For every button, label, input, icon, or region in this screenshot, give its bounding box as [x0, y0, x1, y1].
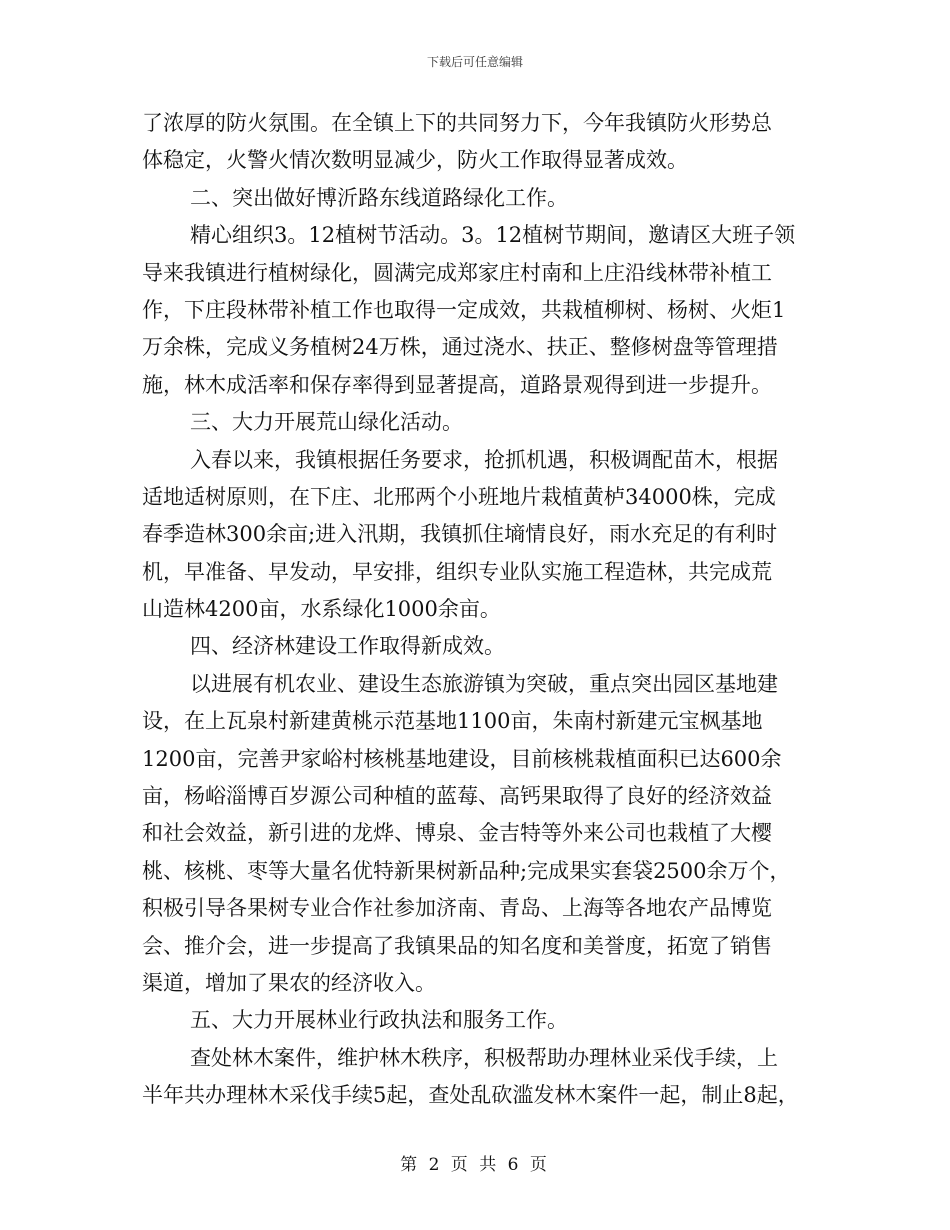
- text-line: 三、大力开展荒山绿化活动。: [190, 410, 463, 435]
- text-line: 1200亩，完善尹家峪村核桃基地建设，目前核桃栽植面积已达600余: [142, 746, 782, 771]
- text-line: 春季造林300余亩;进入汛期，我镇抓住墒情良好，雨水充足的有利时: [142, 522, 778, 547]
- text-line: 渠道，增加了果农的经济收入。: [142, 970, 436, 995]
- text-line: 半年共办理林木采伐手续5起，查处乱砍滥发林木案件一起，制止8起，: [142, 1083, 799, 1108]
- text-line: 查处林木案件，维护林木秩序，积极帮助办理林业采伐手续，上: [190, 1045, 778, 1070]
- text-line: 五、大力开展林业行政执法和服务工作。: [190, 1008, 568, 1033]
- text-line: 和社会效益，新引进的龙烨、博泉、金吉特等外来公司也栽植了大樱: [142, 821, 772, 846]
- text-line: 二、突出做好博沂路东线道路绿化工作。: [190, 185, 568, 210]
- document-body: [142, 105, 832, 1115]
- text-line: 作，下庄段林带补植工作也取得一定成效，共栽植柳树、杨树、火炬1: [142, 297, 786, 322]
- text-line: 四、经济林建设工作取得新成效。: [190, 634, 505, 659]
- text-line: 积极引导各果树专业合作社参加济南、青岛、上海等各地农产品博览: [142, 896, 772, 921]
- text-line: 机，早准备、早发动，早安排，组织专业队实施工程造林，共完成荒: [142, 559, 772, 584]
- text-line: 适地适树原则，在下庄、北邢两个小班地片栽植黄栌34000株，完成: [142, 484, 776, 509]
- text-line: 施，林木成活率和保存率得到显著提高，道路景观得到进一步提升。: [142, 372, 772, 397]
- text-line: 亩，杨峪淄博百岁源公司种植的蓝莓、高钙果取得了良好的经济效益: [142, 784, 772, 809]
- text-line: 山造林4200亩，水系绿化1000余亩。: [142, 597, 501, 622]
- text-line: 入春以来，我镇根据任务要求，抢抓机遇，积极调配苗木，根据: [190, 447, 778, 472]
- text-line: 设，在上瓦泉村新建黄桃示范基地1100亩，朱南村新建元宝枫基地: [142, 709, 763, 734]
- text-line: 会、推介会，进一步提高了我镇果品的知名度和美誉度，拓宽了销售: [142, 933, 772, 958]
- text-line: 体稳定，火警火情次数明显减少，防火工作取得显著成效。: [142, 148, 688, 173]
- page-header-note: 下载后可任意编辑: [426, 55, 523, 69]
- text-line: 桃、核桃、枣等大量名优特新果树新品种;完成果实套袋2500余万个，: [142, 858, 791, 883]
- text-line: 导来我镇进行植树绿化，圆满完成郑家庄村南和上庄沿线林带补植工: [142, 260, 772, 285]
- page-number-footer: 第 2 页 共 6 页: [400, 1155, 550, 1175]
- text-line: 以进展有机农业、建设生态旅游镇为突破，重点突出园区基地建: [190, 671, 778, 696]
- text-line: 了浓厚的防火氛围。在全镇上下的共同努力下，今年我镇防火形势总: [142, 111, 772, 135]
- text-line: 万余株，完成义务植树24万株，通过浇水、扶正、整修树盘等管理措: [142, 335, 778, 360]
- text-line: 精心组织3。12植树节活动。3。12植树节期间，邀请区大班子领: [190, 223, 796, 248]
